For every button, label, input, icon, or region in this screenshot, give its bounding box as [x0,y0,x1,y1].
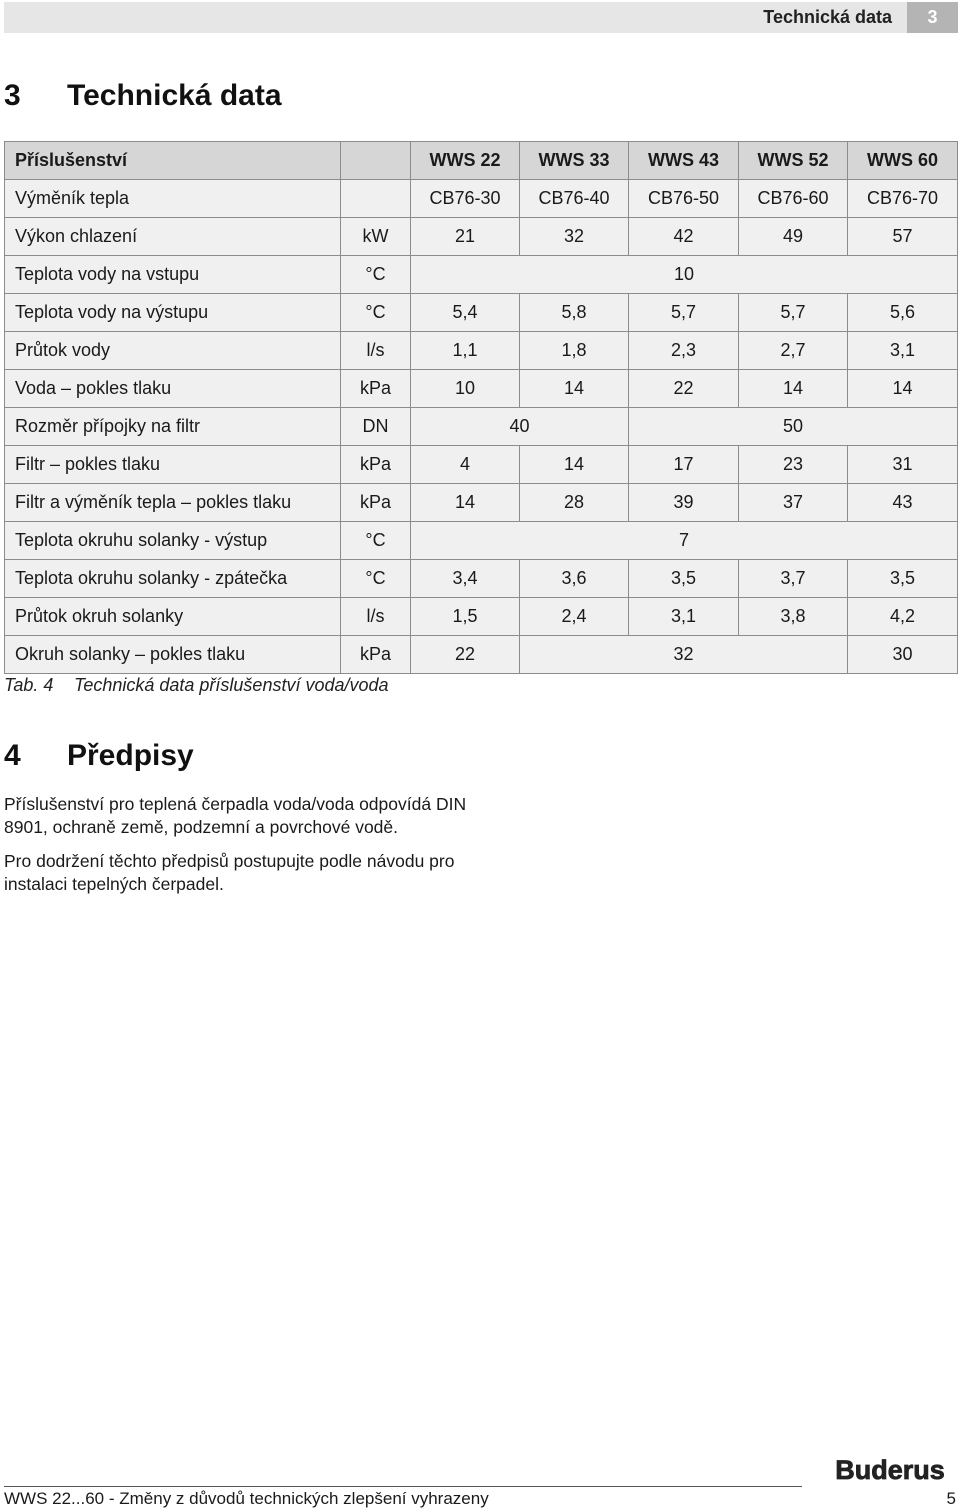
row-value: 43 [848,484,958,522]
row-value: 3,4 [411,560,520,598]
row-value: 4,2 [848,598,958,636]
table-row [5,636,958,674]
row-value: 3,1 [629,598,739,636]
row-unit: kPa [341,636,411,674]
row-unit: °C [341,256,411,294]
row-value: 14 [848,370,958,408]
row-value: 50 [629,408,958,446]
header-section-title: Technická data [763,7,892,27]
row-value: 10 [411,370,520,408]
row-value: 14 [520,446,629,484]
table-caption [4,675,389,696]
row-label: Výkon chlazení [5,218,341,256]
row-value: 5,6 [848,294,958,332]
header-model: WWS 33 [520,142,629,180]
header-model: WWS 52 [739,142,848,180]
row-value: 2,7 [739,332,848,370]
row-value: 23 [739,446,848,484]
section-4-heading [4,739,194,773]
row-value: 3,7 [739,560,848,598]
header-model: WWS 22 [411,142,520,180]
row-unit: kPa [341,370,411,408]
row-label: Výměník tepla [5,180,341,218]
row-value: 14 [411,484,520,522]
row-value: 21 [411,218,520,256]
section-4-number: 4 [4,739,21,772]
logo-text: Buderus [835,1455,945,1485]
caption-tab-number: Tab. 4 [4,675,54,695]
row-value: 3,5 [629,560,739,598]
row-value: 28 [520,484,629,522]
row-value: 2,3 [629,332,739,370]
row-value: 22 [411,636,520,674]
row-label: Rozměr přípojky na filtr [5,408,341,446]
header-section-number: 3 [907,2,958,33]
row-value: 42 [629,218,739,256]
row-value: 49 [739,218,848,256]
row-value: 30 [848,636,958,674]
row-value: CB76-60 [739,180,848,218]
row-label: Teplota okruhu solanky - výstup [5,522,341,560]
technical-data-table [4,141,958,674]
row-value: 22 [629,370,739,408]
row-label: Teplota okruhu solanky - zpátečka [5,560,341,598]
row-value: 4 [411,446,520,484]
row-label: Okruh solanky – pokles tlaku [5,636,341,674]
row-value: 5,4 [411,294,520,332]
table-row [5,522,958,560]
section-3-title: Technická data [67,79,282,112]
row-unit: kW [341,218,411,256]
row-value: 14 [739,370,848,408]
row-value: 3,5 [848,560,958,598]
section-3-number: 3 [4,79,21,112]
row-value: 10 [411,256,958,294]
row-unit: l/s [341,332,411,370]
row-label: Průtok okruh solanky [5,598,341,636]
row-value: 3,6 [520,560,629,598]
table-row [5,484,958,522]
row-unit: °C [341,560,411,598]
row-label: Voda – pokles tlaku [5,370,341,408]
table-body [5,180,958,674]
row-value: 5,7 [739,294,848,332]
row-label: Filtr – pokles tlaku [5,446,341,484]
table-row [5,560,958,598]
caption-text: Technická data příslušenství voda/voda [74,675,389,695]
table-row [5,332,958,370]
row-unit: °C [341,294,411,332]
row-unit: kPa [341,446,411,484]
buderus-logo [823,1455,958,1485]
footer-text: WWS 22...60 - Změny z důvodů technických zlepšení vyhrazeny [4,1489,489,1508]
row-value: 1,8 [520,332,629,370]
footer-divider [4,1486,802,1487]
row-label: Teplota vody na výstupu [5,294,341,332]
row-label: Průtok vody [5,332,341,370]
table-row [5,370,958,408]
row-unit: l/s [341,598,411,636]
row-value: 39 [629,484,739,522]
row-value: CB76-50 [629,180,739,218]
row-value: 37 [739,484,848,522]
row-label: Teplota vody na vstupu [5,256,341,294]
row-value: 3,8 [739,598,848,636]
instructions-paragraph: Pro dodržení těchto předpisů postupujte podle návodu pro instalaci tepelných čerpadel. [4,851,455,894]
section-3-heading [4,79,282,113]
table-row [5,218,958,256]
row-label: Filtr a výměník tepla – pokles tlaku [5,484,341,522]
row-value: 57 [848,218,958,256]
table-row [5,294,958,332]
row-value: 3,1 [848,332,958,370]
row-value: 2,4 [520,598,629,636]
regulations-paragraph: Příslušenství pro teplená čerpadla voda/voda odpovídá DIN 8901, ochraně země, podzemní a povrchové vodě. [4,794,467,837]
page-header [4,2,958,33]
table-header-row [5,142,958,180]
row-value: 31 [848,446,958,484]
row-value: 14 [520,370,629,408]
row-value: 40 [411,408,629,446]
row-value: CB76-40 [520,180,629,218]
header-unit [341,142,411,180]
row-value: 17 [629,446,739,484]
table-row [5,180,958,218]
row-unit: °C [341,522,411,560]
row-unit: DN [341,408,411,446]
row-value: 5,8 [520,294,629,332]
table-row [5,256,958,294]
header-model: WWS 43 [629,142,739,180]
row-value: 1,1 [411,332,520,370]
row-value: 1,5 [411,598,520,636]
row-value: CB76-30 [411,180,520,218]
page-number: 5 [946,1489,956,1508]
header-model: WWS 60 [848,142,958,180]
row-value: 5,7 [629,294,739,332]
row-value: CB76-70 [848,180,958,218]
row-value: 32 [520,218,629,256]
table-row [5,408,958,446]
row-value: 32 [520,636,848,674]
row-unit: kPa [341,484,411,522]
row-value: 7 [411,522,958,560]
header-label: Příslušenství [5,142,341,180]
row-unit [341,180,411,218]
section-4-title: Předpisy [67,739,194,772]
table-row [5,598,958,636]
table-row [5,446,958,484]
